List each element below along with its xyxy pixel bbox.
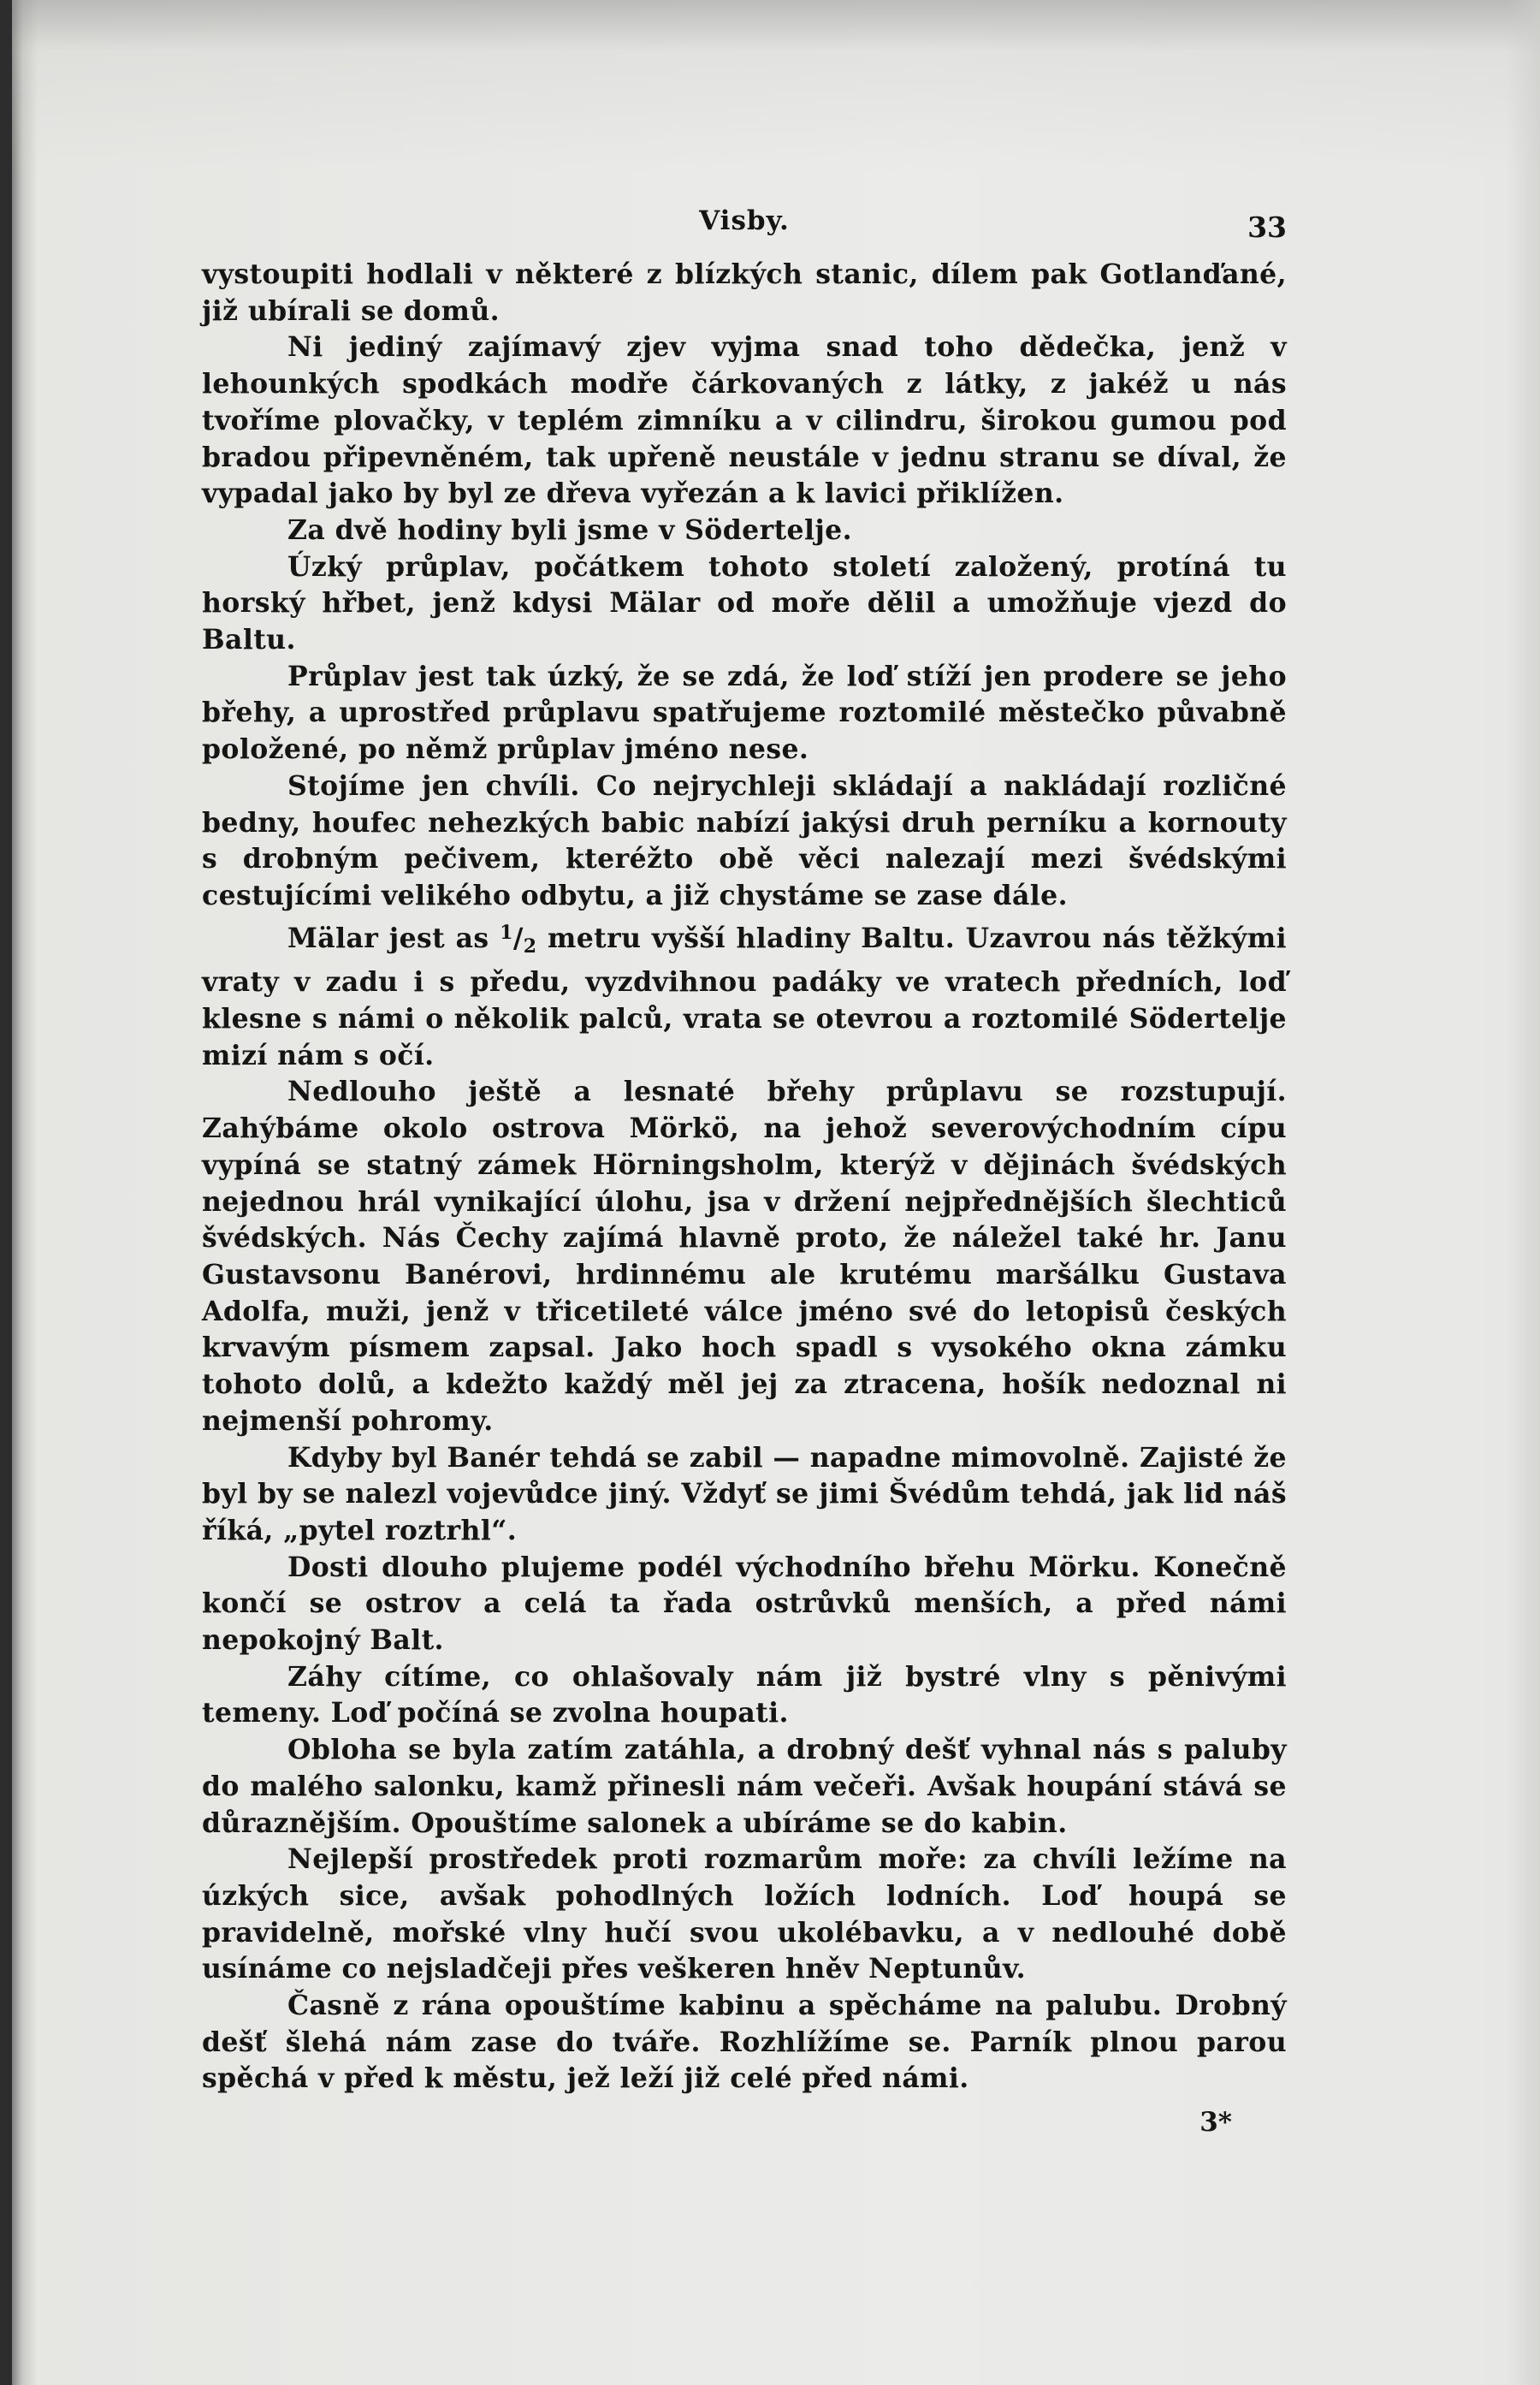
scan-shading-right: [1506, 0, 1540, 2385]
paragraph-4: Úzký průplav, počátkem tohoto století založený, protíná tu horský hřbet, jenž kdysi Mälar od moře dělil a umožňuje vjezd do Baltu.: [202, 550, 1287, 656]
body-text: [202, 257, 1287, 2097]
page-number: 33: [1247, 211, 1287, 244]
paragraph-13: Nejlepší prostředek proti rozmarům moře: za chvíli ležíme na úzkých sice, avšak pohodlných ložích lodních. Loď houpá se pravidelně, mořské vlny hučí svou ukolébavku, a v nedlouhé době usínáme co nejsladčeji přes veškeren hněv Neptunův.: [202, 1843, 1287, 1985]
running-title: Visby.: [699, 205, 790, 236]
paragraph-11: Záhy cítíme, co ohlašovaly nám již bystré vlny s pěnivými temeny. Loď počíná se zvolna houpati.: [202, 1660, 1287, 1729]
paragraph-8: Nedlouho ještě a lesnaté břehy průplavu se rozstupují. Zahýbáme okolo ostrova Mörkö, na jehož severovýchodním cípu vypíná se statný zámek Hörningsholm, kterýž v dějinách švédských nejednou hrál vynikající úlohu, jsa v držení nejpřednějších šlechticů švédských. Nás Čechy zajímá hlavně proto, že náležel také hr. Janu Gustavsonu Banérovi, hrdinnému ale krutému maršálku Gustava Adolfa, muži, jenž v třicetileté válce jméno své do letopisů českých krvavým písmem zapsal. Jako hoch spadl s vysokého okna zámku tohoto dolů, a kdežto každý měl jej za ztracena, hošík nedoznal ni nejmenší pohromy.: [202, 1076, 1287, 1437]
paragraph-1: vystoupiti hodlali v některé z blízkých stanic, dílem pak Gotlanďané, již ubírali se domů.: [202, 258, 1287, 327]
paragraph-2: Ni jediný zajímavý zjev vyjma snad toho dědečka, jenž v lehounkých spodkách modře čárkovaných z látky, z jakéž u nás tvoříme plovačky, v teplém zimníku a v cilindru, širokou gumou pod bradou připevněném, tak upřeně neustále v jednu stranu se díval, že vypadal jako by byl ze dřeva vyřezán a k lavici přiklížen.: [202, 331, 1287, 510]
fraction-denominator: 2: [523, 934, 537, 958]
paragraph-3: Za dvě hodiny byli jsme v Södertelje.: [287, 513, 852, 546]
fraction-slash: /: [512, 922, 524, 954]
paragraph-7-rest: metru vyšší hladiny Baltu. Uzavrou nás těžkými vraty v zadu i s předu, vyzdvihnou padáky ve vratech předních, loď klesne s námi o několik palců, vrata se otevrou a roztomilé Södertelje mizí nám s očí.: [202, 922, 1287, 1071]
book-gutter-shadow: [0, 0, 12, 2385]
signature-mark: 3*: [1199, 2107, 1232, 2138]
fraction-numerator: 1: [500, 921, 513, 944]
paragraph-6: Stojíme jen chvíli. Co nejrychleji skládají a nakládají rozličné bedny, houfec nehezkých babic nabízí jakýsi druh perníku a kornouty s drobným pečivem, kteréžto obě věci nalezají mezi švédskými cestujícími velikého odbytu, a již chystáme se zase dále.: [202, 769, 1287, 911]
paragraph-7: [202, 915, 1287, 1075]
paragraph-5: Průplav jest tak úzký, že se zdá, že loď stíží jen prodere se jeho břehy, a uprostřed průplavu spatřujeme roztomilé městečko půvabně položené, po němž průplav jméno nese.: [202, 660, 1287, 766]
running-head: [202, 205, 1287, 257]
paragraph-10: Dosti dlouho plujeme podél východního břehu Mörku. Konečně končí se ostrov a celá ta řada ostrůvků menších, a před námi nepokojný Balt.: [202, 1551, 1287, 1657]
page-content: [202, 205, 1287, 2138]
paragraph-12: Obloha se byla zatím zatáhla, a drobný dešť vyhnal nás s paluby do malého salonku, kamž přinesli nám večeři. Avšak houpání stává se důraznějším. Opouštíme salonek a ubíráme se do kabin.: [202, 1734, 1287, 1839]
paragraph-14: Časně z rána opouštíme kabinu a spěcháme na palubu. Drobný dešť šlehá nám zase do tváře. Rozhlížíme se. Parník plnou parou spěchá v před k městu, jež leží již celé před námi.: [202, 1990, 1287, 2095]
paragraph-9: Kdyby byl Banér tehdá se zabil — napadne mimovolně. Zajisté že byl by se nalezl vojevůdce jiný. Vždyť se jimi Švédům tehdá, jak lid náš říká, „pytel roztrhl“.: [202, 1441, 1287, 1546]
paragraph-7-start: Mälar jest as: [287, 922, 500, 954]
scan-shading-top: [0, 0, 1540, 171]
